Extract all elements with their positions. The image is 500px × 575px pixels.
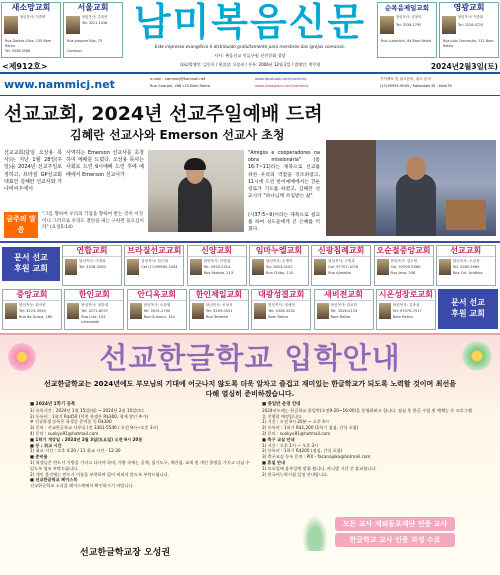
school-banner bbox=[0, 333, 500, 575]
article-col-3: "Amigos e cooperadores na obra missionária" (롬16:7~11)라는 제목으로 선교를 위한 우리의 역할을 강조하였고, 11시에 드린 한어예배에서는 진운 장로가 기도를 하였고, 김혜란 선교사가 "하나님께 쓰임받는 삶" bbox=[248, 151, 320, 200]
church-ad bbox=[249, 245, 309, 286]
church-ad-line: 담임목사: 조성식 bbox=[205, 303, 233, 307]
pastor-photo bbox=[127, 259, 139, 275]
church-ad bbox=[311, 245, 371, 286]
teacher-badge-1: 모든 교사 재외동포재단 인증 교사 bbox=[335, 517, 455, 531]
ad-inquiry: 기사제보 및 광고문의, 광고 문의 bbox=[380, 77, 431, 81]
ad-name: 서울교회 bbox=[77, 3, 109, 12]
church-ad-line: 담임목사: 오상철 bbox=[143, 303, 171, 307]
church-name: 한인교회 bbox=[65, 290, 123, 301]
info-line: 2) 등록비 : 1학기 R$200 (점심, 간식 포함) bbox=[262, 448, 343, 454]
church-ad bbox=[64, 289, 124, 330]
church-name: 시온성장로교회 bbox=[378, 290, 433, 299]
ad-box bbox=[377, 2, 437, 58]
church-name: 연합교회 bbox=[63, 246, 121, 257]
church-name: 대광성결교회 bbox=[252, 290, 310, 301]
church-ad-line: Tel: 3209-0531 bbox=[205, 309, 233, 313]
church-ad-line: Bom Retiro bbox=[330, 315, 351, 319]
church-ad bbox=[189, 289, 249, 330]
pastor-photo bbox=[67, 303, 79, 319]
church-ad-line: 담임목사: 김도영 bbox=[390, 259, 418, 263]
teacher-badge-2: 한글학교 교사 인증 과정 수료 bbox=[335, 533, 455, 547]
church-name: 신광침례교회 bbox=[312, 246, 370, 257]
info-line: ■ 선교한글학교 페이스북 bbox=[30, 477, 78, 483]
pastor-photo bbox=[66, 16, 80, 34]
right-info-column bbox=[262, 403, 472, 523]
church-ad bbox=[2, 289, 62, 330]
info-line: ■ 축구 교실 안내 bbox=[262, 436, 295, 442]
church-name: 새비전교회 bbox=[315, 290, 373, 301]
church-ad-line: 담임목사: 김종율 bbox=[392, 303, 420, 307]
info-line: 1) 토요일에 휴무일에 맞춰 쉽니다. 카니발 기간 중 휴교합니다. bbox=[262, 465, 377, 471]
issue-date: 2024년2월3일(토) bbox=[430, 62, 498, 71]
article-col-4: (사37:5~9)이라는 제목으로 설교를 하여 성도들에게 큰 은혜를 끼쳤다. bbox=[248, 213, 320, 233]
masthead-credits: 대표/발행인: 김동욱 / 편집장: 오종권 / 등록: 2006년 12월 2일 / 발행인: 박주영 bbox=[179, 62, 321, 67]
ad-line: Rua Joaquim Rijo, 75 bbox=[67, 39, 103, 43]
side-label-line: 문서 선교 bbox=[451, 298, 485, 307]
info-line: 1) 학생들은 반드시 가방을 가지고 다녀야 하며, 가방 속에는 공책, 필기도구, 색연필, 교재 및 개인 물병을 가지고 다닐 수 있도록 협조 부탁드립니다. bbox=[30, 459, 250, 471]
pastor-photo bbox=[130, 303, 142, 319]
banner-intro: 선교한글학교는 2024년에도 부모님의 기대에 어긋나지 않도록 더욱 알차고 즐겁고 재미있는 한글학교가 되도록 노력할 것이며 최선을 다해 열심히 준비하겠습니다. bbox=[44, 380, 456, 398]
ad-line: Rua Dantas Silva, 135 Bom Retiro bbox=[5, 39, 52, 48]
speaker-photo-1 bbox=[148, 150, 244, 232]
church-ad bbox=[187, 245, 247, 286]
ad-line: 담임목사: 김대영 bbox=[82, 15, 108, 19]
church-ad-line: Rua Almeida bbox=[328, 271, 351, 275]
contact-strip bbox=[0, 72, 500, 96]
masthead bbox=[0, 0, 500, 72]
right-info-lines bbox=[262, 408, 472, 478]
info-line: 3) 축구교실 등록 문의 : PIX - facanajoko@hotmail.com bbox=[262, 454, 371, 460]
pastor-photo bbox=[379, 303, 391, 319]
email[interactable]: e-mail : nammicj@hanmail.net bbox=[150, 77, 206, 81]
church-ad-line: Cel: 97707-1076 bbox=[328, 265, 359, 269]
ad-box bbox=[1, 2, 61, 58]
church-ad-line: 담임목사: 고명록 bbox=[328, 259, 355, 263]
verse-text: "그를 향하여 우리의 기업을 향하여 받는 것이 이것이니 그러므로 우리도 결단을 내는 구하면 들으심이라" (요일5:14) bbox=[42, 212, 144, 231]
church-ad-line: Tel: 3326-0133 bbox=[330, 309, 358, 313]
church-name: 브라질선교교회 bbox=[127, 246, 182, 255]
church-ad-line: Rua Chiba, 110 bbox=[265, 271, 294, 275]
church-ad-line: 담임목사: 최석현 bbox=[19, 303, 46, 307]
info-line: 2) 등록비 : 1학기 R$1,200 (1학기 점심, 간식 포함) bbox=[262, 425, 359, 431]
article-col-1: 선교교회(담임 오상용 목사)는 지난 1월 28일(주일)을 2024년 선교주일로 정하고, 브라질 GP선교회 대표인 김혜란 선교사와 가나비씨우에서 bbox=[4, 150, 62, 193]
pastor-photo bbox=[192, 303, 204, 319]
church-ad-line: Bom Retiro bbox=[268, 315, 289, 319]
info-line: 1) 시간 : 오전 9시 20분 ~ 오후 4시 bbox=[262, 419, 329, 425]
church-ad-line: Rua Atalaia, 213 bbox=[203, 271, 234, 275]
phone: (11)99955-9045 / Kakaotalk ID : kkkk78 bbox=[380, 84, 452, 88]
church-ad-line: 담임목사: 이정희 bbox=[79, 259, 106, 263]
ad-line: 담임목사: 임형석 bbox=[396, 15, 422, 19]
pastor-photo bbox=[190, 259, 202, 275]
church-ad bbox=[436, 245, 496, 286]
info-line: 2) 개인 물건에는 반드시 이름을 부착하여 잃어 버리지 않도록 부탁드립니다. bbox=[30, 471, 169, 477]
church-name: 한인제일교회 bbox=[190, 290, 248, 301]
church-ad-line: Cel:(11)99985-1004 bbox=[141, 265, 178, 269]
ad-box bbox=[439, 2, 499, 58]
church-ad-line: Tel: 2853-0102 bbox=[265, 265, 293, 269]
church-ad-line: 담임목사: 오상용 bbox=[452, 259, 480, 263]
ad-line: Cambuci bbox=[67, 49, 82, 53]
ad-name: 새소망교회 bbox=[11, 3, 51, 12]
church-ad-line: Rua da Graça, 180 bbox=[19, 315, 53, 319]
decor-leaf-icon bbox=[300, 511, 330, 551]
ad-line: Tel: 3338-4568 bbox=[5, 49, 31, 53]
info-line: 2024년도에는 한글학교 종일반(오전9:20~16:00)을 운영하려고 합니다. 점심 후 한글 수업 및 예체능 등 프로그램을 진행할 예정입니다. bbox=[262, 407, 472, 419]
newspaper-title: 남미복음신문 bbox=[133, 0, 367, 44]
section-heading: ■ 종일반 운영 안내 bbox=[262, 402, 301, 407]
pastor-photo bbox=[314, 259, 326, 275]
info-line: 선교한글학교 소식을 페이스북에서 확인하시기 바랍니다. bbox=[30, 483, 134, 489]
church-name: 임마누엘교회 bbox=[250, 246, 308, 257]
side-label bbox=[2, 247, 60, 281]
church-ad-line: Tel: 2950-2314 bbox=[203, 265, 231, 269]
pastor-photo bbox=[377, 259, 389, 275]
info-line: 4) 문의 : sunkyo91@hotmail.com bbox=[30, 430, 99, 436]
church-ad-line: Rua Tenente bbox=[205, 315, 229, 319]
school-signature: 선교한글학교장 오성권 bbox=[80, 548, 171, 558]
facebook-link[interactable]: www.facebook.com/nammicj bbox=[255, 77, 307, 81]
church-ad-line: Rua Guarani, 144 bbox=[143, 315, 175, 319]
church-name: 안디옥교회 bbox=[128, 290, 186, 301]
pastor-photo bbox=[439, 259, 451, 275]
info-line: ■ 준비물 bbox=[30, 454, 48, 460]
church-name: 선교교회 bbox=[437, 246, 495, 257]
ad-line: Rua Lubavitch, 84 Bom Retiro bbox=[381, 39, 432, 43]
pastor-photo bbox=[4, 16, 18, 34]
church-ad bbox=[62, 245, 122, 286]
church-ad bbox=[314, 289, 374, 330]
pastor-photo bbox=[252, 259, 264, 275]
headline: 선교교회, 2024년 선교주일예배 드려 bbox=[4, 103, 323, 125]
speaker-photo-2 bbox=[326, 140, 496, 236]
info-line: 1) 취교 시간 : 오후 4:20 / 11 취교 시간 - 12:30 bbox=[30, 448, 121, 454]
section-heading: ■ 2024년 1학기 등록 bbox=[30, 402, 76, 407]
info-line: 3) 문의 : sunkyo91@hotmail.com bbox=[262, 430, 331, 436]
verse-label: 금주의 말씀 bbox=[4, 212, 38, 238]
address: Rua Guarani, 268 L15-Bom Retiro bbox=[150, 84, 211, 88]
church-ad bbox=[124, 245, 184, 286]
side-label-line: 후원 교회 bbox=[451, 309, 485, 318]
ad-line: Rua Julio Conceição, 511 Bom Retiro bbox=[443, 39, 494, 48]
church-name: 신양교회 bbox=[188, 246, 246, 257]
info-line: 2) 등록비 : 1학기 R$450 (이전 학생은 R$300, 형제 할인 추가) bbox=[30, 413, 149, 419]
church-ad-line: Tel: 2091-2700 bbox=[143, 309, 171, 313]
side-label-line: 후원 교회 bbox=[14, 264, 48, 273]
info-line: 1) 등록기간 : 2024년 1월 15일(월) ~ 2024년 2월 10일(토) bbox=[30, 407, 144, 413]
church-ad-line: 담임목사: 이영섭 bbox=[203, 259, 231, 263]
pastor-photo bbox=[5, 303, 17, 319]
pastor-photo bbox=[442, 16, 456, 34]
church-ad bbox=[376, 289, 436, 330]
info-line: ■ 1학기 개강일 : 2024년 2월 3일(토요일) 오전 9시 20분 bbox=[30, 436, 143, 442]
church-ad-line: 담임목사: 한근희 bbox=[141, 259, 168, 263]
subheadline: 김혜란 선교사와 Emerson 선교사 초청 bbox=[70, 128, 285, 142]
pastor-photo bbox=[317, 303, 329, 319]
church-ad-line: 담임목사: 한요한 bbox=[330, 303, 358, 307]
church-ad-line: Tel: 3326-3232 bbox=[268, 309, 295, 313]
church-ad bbox=[127, 289, 187, 330]
church-ad-line: Tel: 3326-3200 bbox=[79, 265, 106, 269]
tagline: Este impresso evangélico é distribuído gratuitamente para membros das igrejas coreanas. bbox=[154, 44, 346, 49]
church-ad-line: Rua Luiz, 143 Liberdade bbox=[81, 315, 106, 324]
instagram-link[interactable]: www.instagram.com/nammicj bbox=[255, 84, 309, 88]
church-ad bbox=[251, 289, 311, 330]
church-name: 오순절중앙교회 bbox=[376, 246, 431, 255]
side-label bbox=[438, 289, 498, 329]
ad-box bbox=[63, 2, 123, 58]
banner-title: 선교한글학교 입학안내 bbox=[99, 341, 401, 375]
church-ad-line: Cel: 97000-5560 bbox=[390, 265, 421, 269]
masthead-info: 사시: 복음선교 인류구원 선진문화 창달 bbox=[214, 53, 286, 58]
ad-line: Tel: 3338-1795 bbox=[396, 23, 422, 27]
church-ad-line: 담임목사: 손병탁 bbox=[265, 259, 293, 263]
left-info-lines bbox=[30, 408, 250, 489]
pastor-photo bbox=[380, 16, 394, 34]
church-ad-line: 담임목사: 정한권 bbox=[81, 303, 108, 307]
pastor-photo bbox=[65, 259, 77, 275]
church-ad-line: Tel: 97070-7517 bbox=[392, 309, 422, 313]
issue-number: <제912호> bbox=[2, 62, 48, 71]
ad-name: 순복음제일교회 bbox=[385, 4, 429, 12]
ad-line: Tel: 3228-4720 bbox=[458, 23, 484, 27]
info-line: ■ 휴일 안내 bbox=[262, 459, 286, 465]
side-label-line: 문서 선교 bbox=[14, 253, 48, 262]
ad-line: 담임목사: 이종률 bbox=[458, 15, 484, 19]
church-ad-line: Bom Retiro bbox=[392, 315, 413, 319]
church-ad-line: Tel: 3223-3934 bbox=[19, 309, 46, 313]
church-ad bbox=[374, 245, 434, 286]
info-line: ※ 신규학생 등록은 학생증 준비물 등 R$300 bbox=[30, 419, 112, 425]
info-line: 1) 시간 : 오후 1시 ~ 오후 3시 bbox=[262, 442, 319, 448]
left-info-column bbox=[30, 403, 250, 567]
article-col-2: 사역하는 Emerson 선교사를 초청하여 예배를 드렸다. 오상용 목사는 사회로 드린 9시예배 드린 후에 예배에서 Emerson 선교사가 bbox=[66, 150, 144, 178]
church-ad-line: Rua Cel. Antônio bbox=[452, 271, 483, 275]
ad-line: 담임목사: 이종택 bbox=[20, 15, 46, 19]
church-ad-line: Rua Java, 208 bbox=[390, 271, 416, 275]
church-name: 중앙교회 bbox=[3, 290, 61, 301]
info-line: 3) 문의 : 선교한글학교 사무실 (전 3361-5546 / 오전 9시~오후 3시) bbox=[30, 425, 159, 431]
ad-name: 영광교회 bbox=[453, 3, 485, 12]
church-ad-line: Tel: 3285-5964 bbox=[452, 265, 480, 269]
info-line: ■ 등 : 취교 시간 bbox=[30, 442, 62, 448]
support-churches bbox=[0, 241, 500, 330]
church-ad-line: 담임목사: 정예현 bbox=[268, 303, 295, 307]
website-link[interactable]: www.nammicj.net bbox=[4, 78, 115, 91]
info-line: 2) 한국어능력시험 일정 안내합니다. bbox=[262, 471, 329, 477]
church-ad-line: Tel: 3271-6037 bbox=[81, 309, 109, 313]
pastor-photo bbox=[254, 303, 266, 319]
ad-line: Tel: 3221-1436 bbox=[82, 21, 108, 25]
